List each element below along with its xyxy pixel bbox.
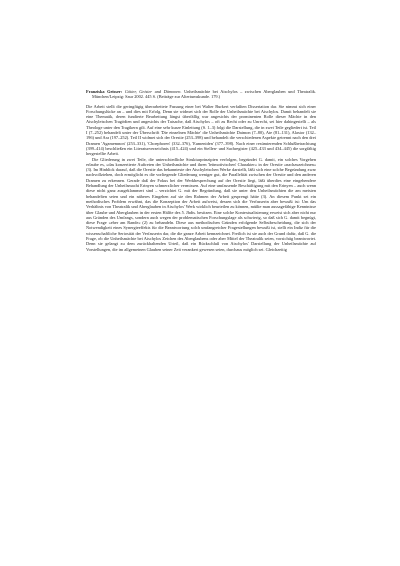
book-title: Götter, Geister und Dämonen.: [124, 89, 182, 94]
review-body: [86, 104, 316, 252]
book-details: Unheilsmächte bei Aischylos – zwischen Aberglauben und Theatralik. München/Leipzig: Saur 2002. 445 S. (Beiträge zur Altertumskunde. 179.): [92, 89, 316, 100]
paragraph-2: Die Gliederung in zwei Teile, die unterschiedliche Strukturprinzipien verfolgen, begründet G. damit, ein solches Vorgehen erlaube es, »das konzertierte Auftreten der Unheilsmächte und ihren 'leitmotivischen' Charakter« in der Orestie »nachzuzeichnen« (3). Im Hinblick darauf, daß die Orestie das bekannteste der Aischyleischen Werke darstellt, läßt sich eine solche Begründung zwar nachvollziehen, doch ermöglicht es die vorliegende Gliederung weniger gut, die Parallelität zwischen der Orestie und den anderen Dramen zu erkennen. Gerade daß der Fokus bei der Werkbesprechung auf der Orestie liegt, läßt überdies eine eingehendere Behandlung der Unheilsmacht Erinyen schmerzlicher vermissen. Auf eine umfassende Beschäftigung mit den Erinyen – auch wenn diese nicht ganz ausgeklammert sind – verzichtet G. mit der Begründung, daß sie unter den Unheilsmächten die am meisten behandelten seien und ein näheres Eingehen auf sie den Rahmen der Arbeit gesprengt hätte (3). An diesem Punkt sei ein methodisches Problem erwähnt, das die Konzeption der Arbeit aufweist, dessen sich die Verfasserin aber bewußt ist: Um das Verhältnis von Theatralik und Aberglauben in Aischylos' Werk wirklich beurteilen zu können, müßte man aussagefähige Kenntnisse über Glaube und Aberglauben in der ersten Hälfte des 5. Jhdts. besitzen. Eine solche Kontextualisierung erweist sich aber nicht nur aus Gründen des Umfangs, sondern auch wegen der problematischen Forschungslage als schwierig, so daß sich G. damit begnügt, diese Frage »eher am Rande« (2) zu behandeln. Diese aus methodischen Gründen erfolgende Selbstbescheidung, die sich der Notwendigkeit eines Synergieeffekts für die Beantwortung solch umfangreicher Fragestellungen bewußt ist, stellt ein Indiz für die wissenschaftliche Seriosität der Verfasserin dar, die die ganze Arbeit kennzeichnet. Freilich ist sie auch der Grund dafür, daß G. die Frage, ob die Unheilsmächte bei Aischylos Zeichen des Aberglaubens oder aber Mittel der Theatralik seien, vorsichtig beantwortet. Denn sie gelangt zu dem zurückhaltenden Urteil, daß ein Rückschluß von Aischylos' Darstellung der Unheilsmächte auf Vorstellungen, die im allgemeinen Glauben seiner Zeit verankert gewesen seien, durchaus möglich sei. Gleichzeitig: [86, 156, 316, 252]
paragraph-1: Die Arbeit stellt die geringfügig überarbeitete Fassung einer bei Walter Burkert verfaßten Dissertation dar. Sie nimmt sich einer Forschungslücke an – und dies mit Erfolg. Denn sie widmet sich der Rolle der Unheilsmächte bei Aischylos. Damit behandelt sie eine Thematik, deren fundierte Bearbeitung längst überfällig war angesichts der prominenten Rolle dieser Mächte in den Aischyleischen Tragödien und angesichts der Tatsache, daß Aischylos – oft zu Recht oder zu Unrecht, sei hier dahingestellt – als Theologe unter den Tragikern gilt. Auf eine sehr kurze Einleitung (S. 1–3) folgt die Darstellung, die in zwei Teile gegliedert ist. Teil I (7–252) behandelt unter der Überschrift 'Die einzelnen Mächte' die Unheilsmächte Daimon (7–80), Ate (81–131), Alastor (132–196) und Ara (197–252). Teil II widmet sich der Orestie (253–398) und behandelt die verschiedenen Aspekte getrennt nach den drei Dramen 'Agamemnon' (253–331), 'Choephoren' (332–376), 'Eumeniden' (377–398). Nach einer resümierenden Schlußbetrachtung (399–414) beschließen ein Literaturverzeichnis (415–424) und ein Stellen- und Sachregister (425–433 und 434–445) die sorgfältig hergestellte Arbeit.: [86, 103, 316, 157]
review-author: Franziska Geisser:: [86, 89, 123, 94]
review-content: [86, 89, 316, 252]
book-citation: [86, 89, 316, 100]
